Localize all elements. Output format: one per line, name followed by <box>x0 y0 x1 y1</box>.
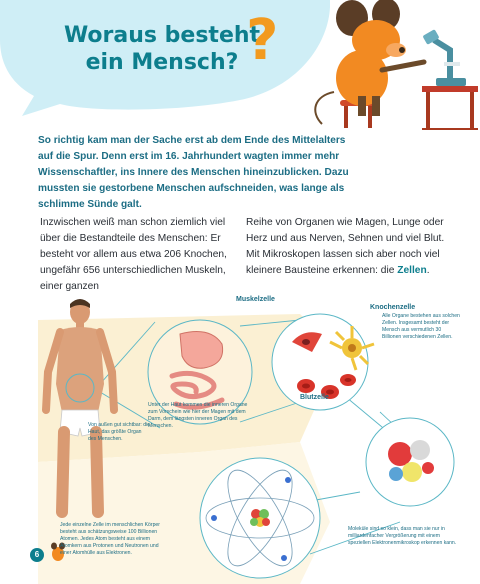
knochenzelle-caption: Alle Organe bestehen aus solchen Zellen. Insgesamt besteht der Mensch aus vermutlich 30 Billionen verschiedenen Zellen. <box>382 313 460 340</box>
page-title-line-2: ein Mensch? <box>85 50 239 75</box>
organ-caption: Unter der Haut kommen die inneren Organe zum Vorschein wie hier der Magen mit dem Darm, dem längsten inneren Organ des Menschen. <box>148 402 248 429</box>
body-column-2 <box>246 215 460 279</box>
blutzelle-label: Blutzelle <box>300 394 329 401</box>
skin-caption: Von außen gut sichtbar: die Haut, das größte Organ des Menschen. <box>88 422 151 442</box>
body-column-2-end: . <box>426 265 430 276</box>
muskelzelle-label: Muskelzelle <box>236 296 275 303</box>
molecule-caption: Moleküle sind so klein, dass man sie nur in milliardenfacher Vergrößerung mit einem speziellen Elektronenmikroskop erkennen kann. <box>348 526 457 546</box>
page-number: 6 <box>30 548 44 562</box>
knochenzelle-label: Knochenzelle <box>370 304 416 311</box>
zellen-highlight: Zellen <box>397 265 427 276</box>
atom-illustration <box>200 458 320 578</box>
mouse-microscope-illustration <box>304 0 480 130</box>
question-mark-icon: ? <box>246 8 279 73</box>
atom-caption: Jede einzelne Zelle im menschlichen Körper besteht aus schätzungsweise 100 Billionen Atomen. Jedes Atom besteht aus einem Atomkern aus Protonen und Neutronen und einer Atomhülle aus Elektronen. <box>60 522 160 556</box>
intro-paragraph: So richtig kam man der Sache erst ab dem Ende des Mittelalters auf die Spur. Denn erst im 16. Jahrhundert wagten immer mehr Wissenschaftler, ins Innere des Menschen hineinzublicken. Dazu mussten sie gestorbene Menschen aufschneiden, was lange als schlimme Sünde galt. <box>38 135 349 210</box>
molecule-illustration <box>366 418 454 506</box>
body-column-1: Inzwischen weiß man schon ziemlich viel über die Bestandteile des Menschen: Er besteht vor allem aus etwa 206 Knochen, ungefähr 656 unterschiedlichen Muskeln, einer ganzen <box>40 217 227 292</box>
page-title <box>52 22 272 76</box>
body-column-2-text: Reihe von Organen wie Magen, Lunge oder Herz und aus Nerven, Sehnen und viel Blut. Mit Mikroskopen lassen sich aber noch viel kleinere Bausteine erkennen: die <box>246 217 445 276</box>
page-title-line-1: Woraus besteht <box>63 23 261 48</box>
